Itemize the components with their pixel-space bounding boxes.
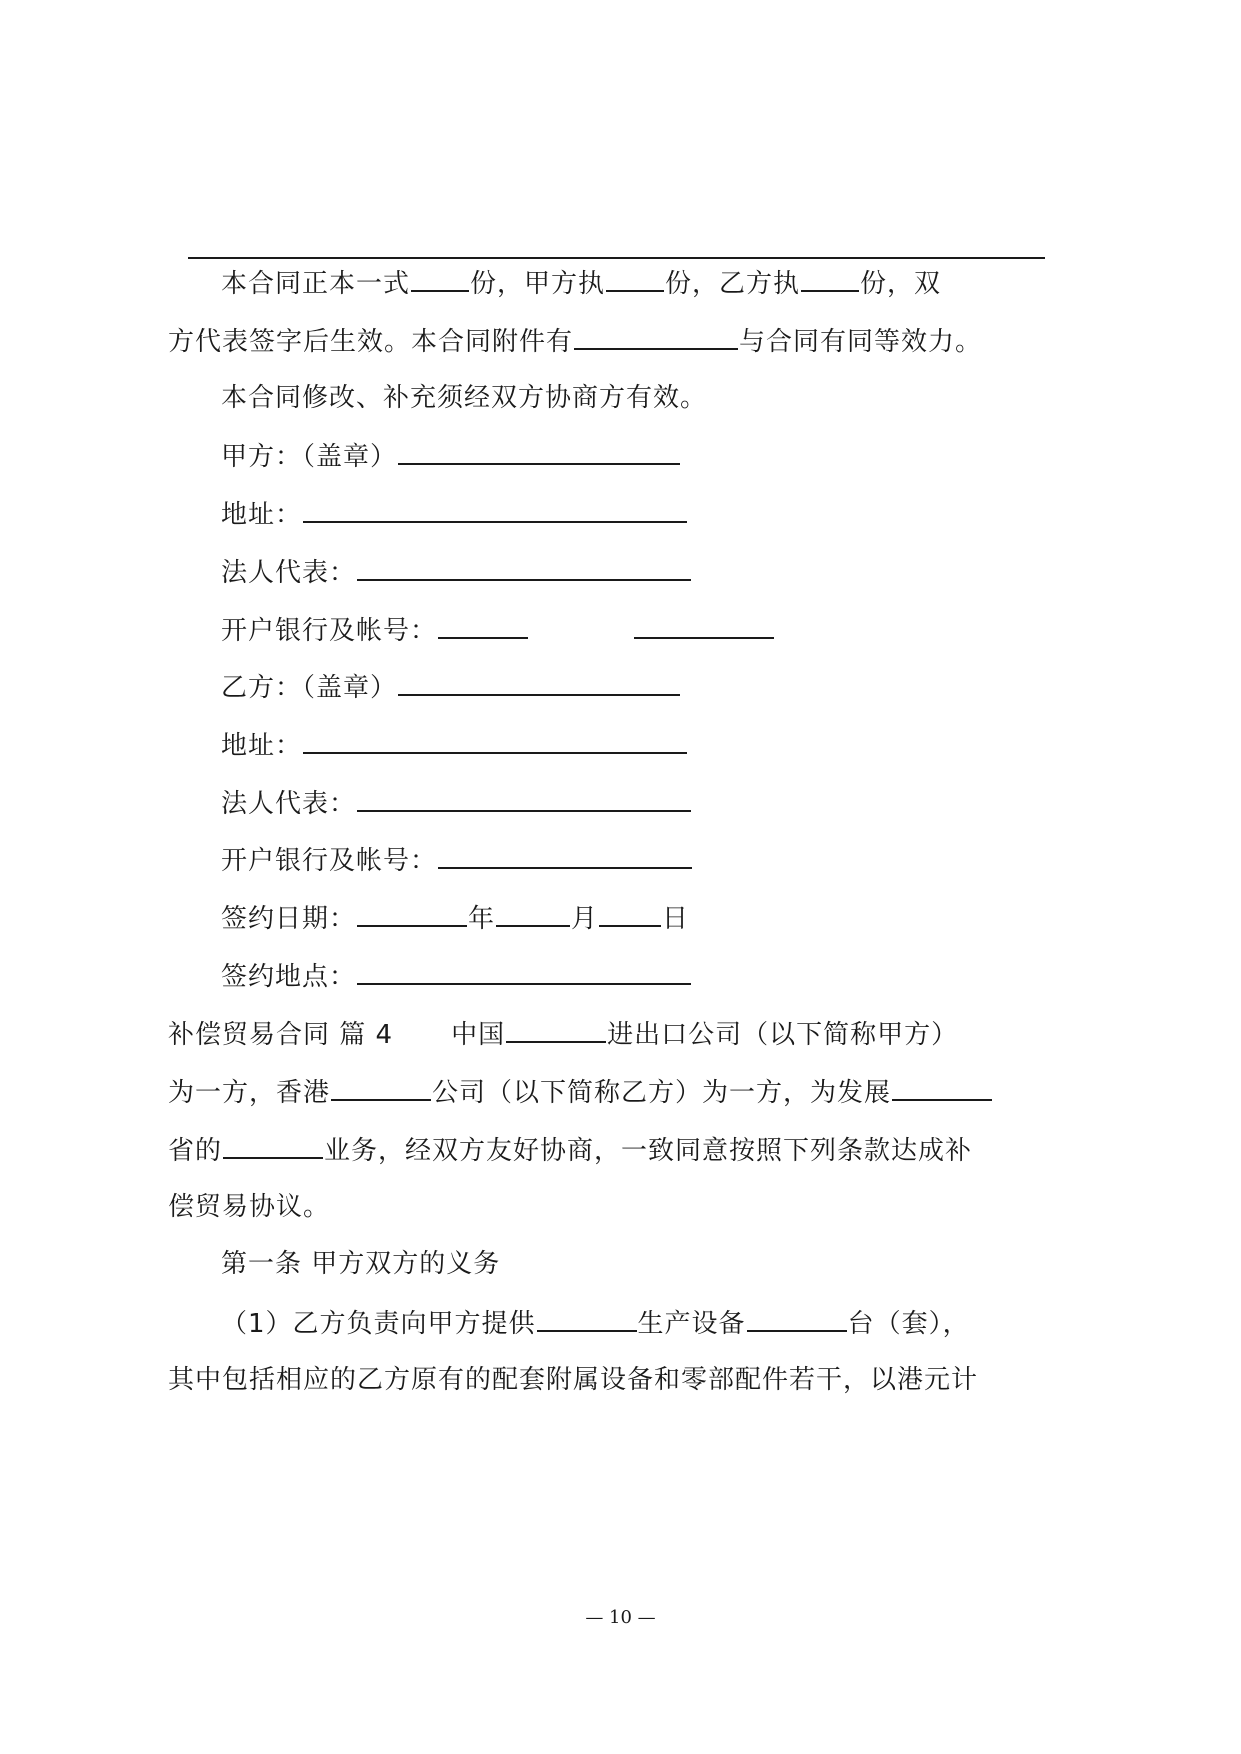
text: 进出口公司（以下简称甲方） <box>607 1020 959 1050</box>
text: 省的 <box>168 1136 223 1166</box>
text: 法人代表： <box>221 558 357 588</box>
party-a-bank-blank[interactable] <box>438 611 528 639</box>
text: 开户银行及帐号： <box>221 846 438 876</box>
equipment-type-blank[interactable] <box>537 1304 637 1332</box>
copies-party-b-blank[interactable] <box>801 264 859 292</box>
sign-month-blank[interactable] <box>496 899 570 927</box>
article-1-heading: 第一条 甲方双方的义务 <box>221 1249 501 1279</box>
sign-place-line <box>221 957 692 995</box>
top-blank-line <box>188 257 1045 259</box>
text: 中国 <box>451 1020 506 1050</box>
party-a-seal-line <box>221 437 681 475</box>
sign-date-line <box>221 899 689 937</box>
text: 甲方：（盖章） <box>221 442 398 472</box>
equipment-count-blank[interactable] <box>747 1304 847 1332</box>
party-a-address-blank[interactable] <box>303 495 687 523</box>
party-a-bank-line <box>221 611 775 649</box>
party-b-rep-blank[interactable] <box>357 784 691 812</box>
text: 签约日期： <box>221 904 357 934</box>
text: 签约地点： <box>221 962 357 992</box>
copies-party-a-blank[interactable] <box>606 264 664 292</box>
text: 生产设备 <box>637 1309 746 1339</box>
text: 份，双 <box>860 269 942 299</box>
text: 本合同正本一式 <box>221 269 411 299</box>
china-company-blank[interactable] <box>506 1015 606 1043</box>
text: （1）乙方负责向甲方提供 <box>221 1309 536 1339</box>
text: 年 <box>468 904 496 934</box>
party-a-rep-line <box>221 553 692 591</box>
business-blank[interactable] <box>223 1131 323 1159</box>
text: 乙方：（盖章） <box>221 673 398 703</box>
contract4-line1 <box>168 1015 958 1053</box>
text: 日 <box>662 904 690 934</box>
party-a-rep-blank[interactable] <box>357 553 691 581</box>
text: 台（套）， <box>847 1309 970 1339</box>
text: 法人代表： <box>221 789 357 819</box>
text: 公司（以下简称乙方）为一方，为发展 <box>432 1078 892 1108</box>
text: 方代表签字后生效。本合同附件有 <box>168 327 574 357</box>
party-b-seal-line <box>221 668 681 706</box>
party-a-seal-blank[interactable] <box>398 437 680 465</box>
section-heading: 补偿贸易合同 篇 4 <box>168 1020 394 1050</box>
article-1-item1-cont: 其中包括相应的乙方原有的配套附属设备和零部配件若干，以港元计 <box>168 1365 979 1395</box>
party-b-address-line <box>221 726 688 764</box>
hk-company-blank[interactable] <box>331 1073 431 1101</box>
text: 地址： <box>221 500 303 530</box>
text: 份，乙方执 <box>665 269 801 299</box>
text: 份，甲方执 <box>470 269 606 299</box>
party-b-seal-blank[interactable] <box>398 668 680 696</box>
text: 地址： <box>221 731 303 761</box>
party-b-bank-line <box>221 841 693 879</box>
party-b-bank-blank[interactable] <box>438 841 692 869</box>
copies-clause-line2 <box>168 322 982 360</box>
copies-total-blank[interactable] <box>411 264 469 292</box>
text: 业务，经双方友好协商，一致同意按照下列条款达成补 <box>324 1136 973 1166</box>
text: 为一方，香港 <box>168 1078 331 1108</box>
contract4-line4: 偿贸易协议。 <box>168 1192 331 1222</box>
article-1-item1 <box>221 1304 970 1342</box>
party-a-address-line <box>221 495 688 533</box>
text: 月 <box>571 904 599 934</box>
text: 与合同有同等效力。 <box>739 327 983 357</box>
party-b-rep-line <box>221 784 692 822</box>
amendment-clause: 本合同修改、补充须经双方协商方有效。 <box>221 383 708 413</box>
copies-clause-line1 <box>221 264 941 302</box>
party-a-account-blank[interactable] <box>634 611 774 639</box>
text: 开户银行及帐号： <box>221 616 438 646</box>
sign-year-blank[interactable] <box>357 899 467 927</box>
province-blank[interactable] <box>892 1073 992 1101</box>
contract4-line3 <box>168 1131 972 1169</box>
sign-place-blank[interactable] <box>357 957 691 985</box>
sign-day-blank[interactable] <box>599 899 661 927</box>
attachments-blank[interactable] <box>574 322 738 350</box>
contract4-line2 <box>168 1073 993 1111</box>
party-b-address-blank[interactable] <box>303 726 687 754</box>
page-number: — 10 — <box>585 1607 656 1628</box>
